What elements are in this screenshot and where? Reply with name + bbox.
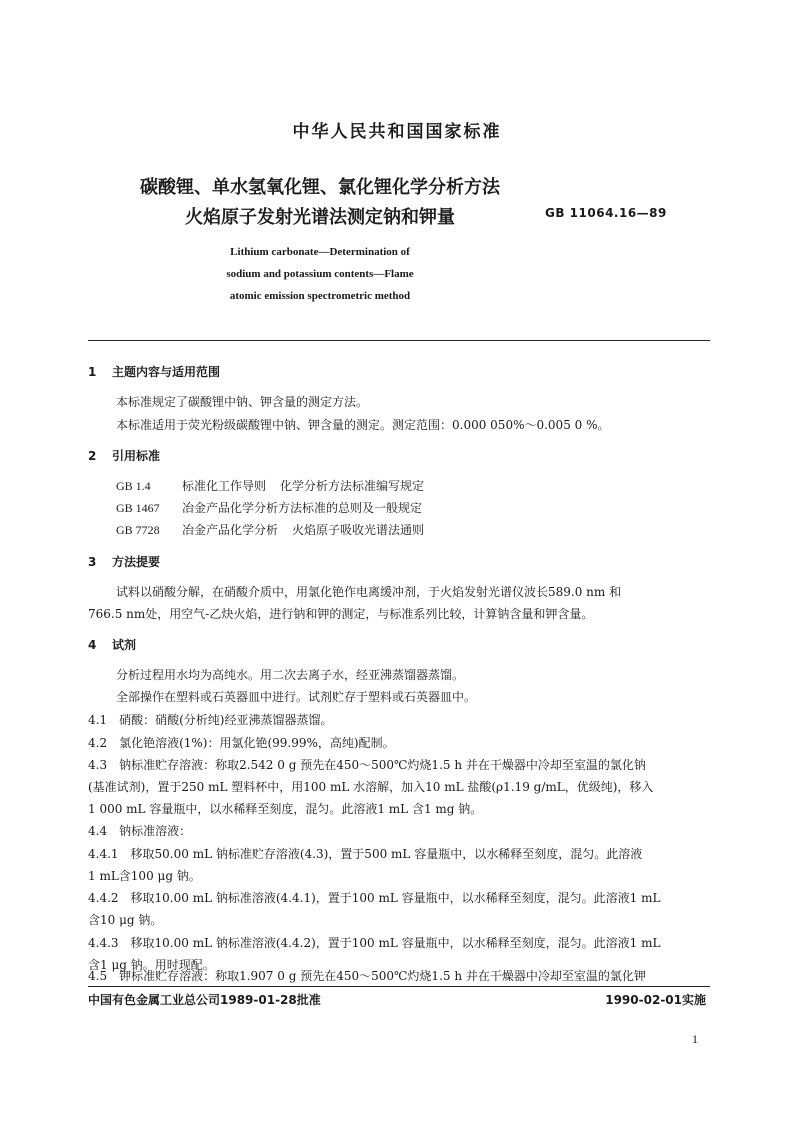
english-title-line-2: sodium and potassium contents—Flame xyxy=(226,268,414,280)
section-title: 引用标准 xyxy=(112,449,161,463)
section-number: 3 xyxy=(88,555,97,569)
reagent-item: 4.1 硝酸：硝酸(分析纯)经亚沸蒸馏器蒸馏。 xyxy=(88,713,333,727)
english-title-line-1: Lithium carbonate—Determination of xyxy=(230,246,410,258)
reference-item xyxy=(116,499,422,516)
section-number: 1 xyxy=(88,365,97,379)
reagent-item: (基准试剂)，置于250 mL 塑料杯中，用100 mL 水溶解，加入10 mL 盐酸(ρ1.19 g/mL，优级纯)，移入 xyxy=(88,780,654,794)
section-number: 2 xyxy=(88,449,97,463)
section-title: 方法提要 xyxy=(112,555,161,569)
reagent-item: 4.3 钠标准贮存溶液：称取2.542 0 g 预先在450～500℃灼烧1.5 h 并在干燥器中冷却至室温的氯化钠 xyxy=(88,758,646,772)
reference-name: 冶金产品化学分析方法标准的总则及一般规定 xyxy=(182,501,423,515)
reagent-item: 1 000 mL 容量瓶中，以水稀释至刻度，混匀。此溶液1 mL 含1 mg 钠。 xyxy=(88,802,483,816)
section-number: 4 xyxy=(88,638,97,652)
header-divider xyxy=(88,340,710,341)
english-title-line-3: atomic emission spectrometric method xyxy=(229,290,411,302)
document-title-line-2: 火焰原子发射光谱法测定钠和钾量 xyxy=(185,207,455,228)
reagent-item: 4.4.1 移取50.00 mL 钠标准贮存溶液(4.3)，置于500 mL 容量瓶中，以水稀释至刻度，混匀。此溶液 xyxy=(88,847,643,861)
reference-name: 冶金产品化学分析 xyxy=(182,523,279,537)
standard-number: GB 11064.16—89 xyxy=(545,206,667,220)
reference-code: GB 1.4 xyxy=(116,479,151,493)
reagent-item: 含1 μg 钠。用时现配。 xyxy=(88,958,215,972)
paragraph: 本标准规定了碳酸锂中钠、钾含量的测定方法。 xyxy=(116,395,369,409)
paragraph: 本标准适用于荧光粉级碳酸锂中钠、钾含量的测定。测定范围：0.000 050%～0.005 0 %。 xyxy=(116,418,610,432)
reagent-item: 4.4.3 移取10.00 mL 钠标准溶液(4.4.2)，置于100 mL 容量瓶中，以水稀释至刻度，混匀。此溶液1 mL xyxy=(88,936,661,950)
reference-code: GB 1467 xyxy=(116,501,160,515)
reagent-item: 1 mL含100 μg 钠。 xyxy=(88,869,201,883)
reagent-item: 4.4 钠标准溶液： xyxy=(88,824,192,838)
paragraph: 766.5 nm处，用空气-乙炔火焰，进行钠和钾的测定，与标准系列比较，计算钠含量和钾含量。 xyxy=(88,607,594,621)
reagent-item: 4.2 氯化铯溶液(1%)：用氯化铯(99.99%，高纯)配制。 xyxy=(88,736,395,750)
reagent-item: 4.4.2 移取10.00 mL 钠标准溶液(4.4.1)，置于100 mL 容量瓶中，以水稀释至刻度，混匀。此溶液1 mL xyxy=(88,891,661,905)
reference-name: 标准化工作导则 xyxy=(182,479,267,493)
document-title-line-1: 碳酸锂、单水氢氧化锂、氯化锂化学分析方法 xyxy=(140,177,500,198)
reference-code: GB 7728 xyxy=(116,523,160,537)
reagent-item: 4.5 钾标准贮存溶液：称取1.907 0 g 预先在450～500℃灼烧1.5 h 并在干燥器中冷却至室温的氯化钾 xyxy=(88,969,646,983)
national-standard-heading: 中华人民共和国国家标准 xyxy=(292,122,502,142)
section-1-heading xyxy=(88,363,220,380)
section-3-heading xyxy=(88,553,160,570)
reference-item xyxy=(116,521,424,538)
paragraph: 试料以硝酸分解，在硝酸介质中，用氯化铯作电离缓冲剂，于火焰发射光谱仪波长589.0 nm 和 xyxy=(116,585,622,599)
section-title: 主题内容与适用范围 xyxy=(112,365,221,379)
section-4-heading xyxy=(88,636,136,653)
page-number: 1 xyxy=(692,1032,698,1046)
section-2-heading xyxy=(88,447,160,464)
reference-detail: 化学分析方法标准编写规定 xyxy=(280,479,425,493)
reagent-item: 含10 μg 钠。 xyxy=(88,913,163,927)
approval-text: 中国有色金属工业总公司1989-01-28批准 xyxy=(88,993,321,1007)
reference-item xyxy=(116,477,424,494)
footer-divider xyxy=(88,986,710,987)
implementation-date: 1990-02-01实施 xyxy=(605,993,706,1007)
section-title: 试剂 xyxy=(112,638,137,652)
paragraph: 全部操作在塑料或石英器皿中进行。试剂贮存于塑料或石英器皿中。 xyxy=(116,690,477,704)
paragraph: 分析过程用水均为高纯水。用二次去离子水，经亚沸蒸馏器蒸馏。 xyxy=(116,668,465,682)
reference-detail: 火焰原子吸收光谱法通则 xyxy=(292,523,425,537)
